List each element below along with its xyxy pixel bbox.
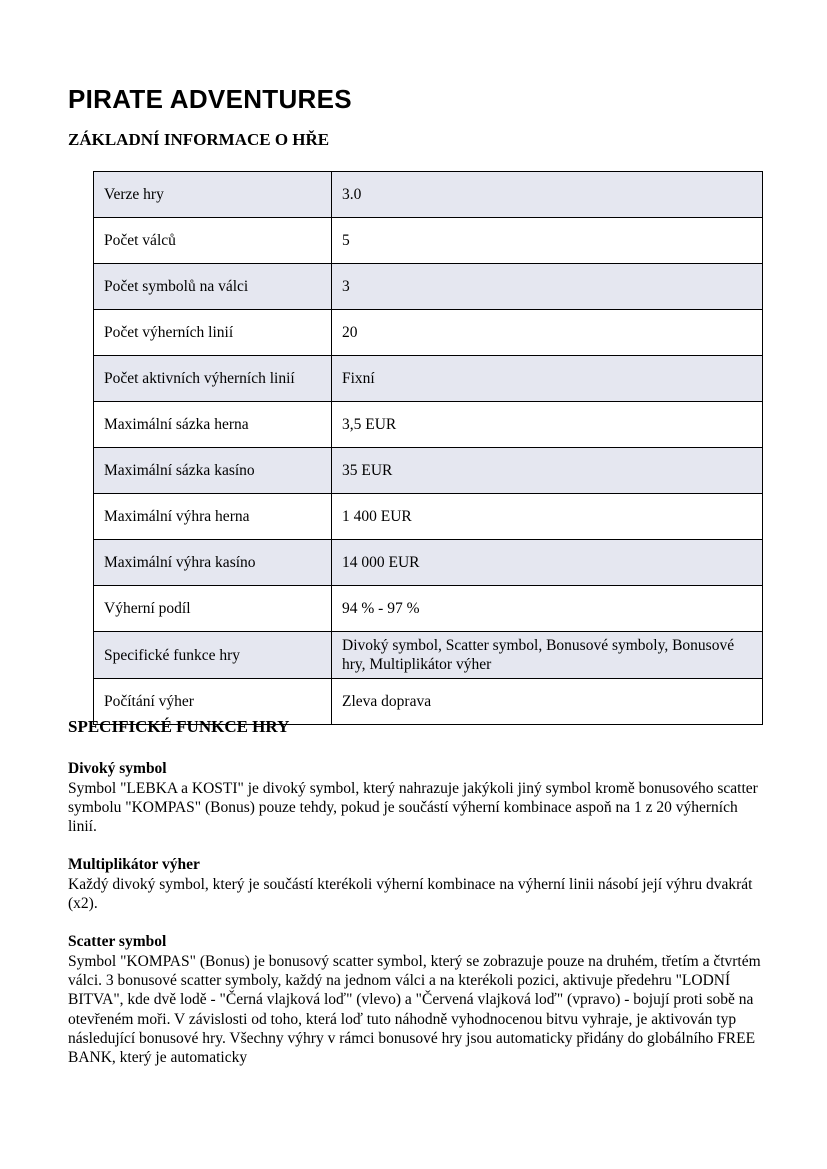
table-row (94, 218, 763, 264)
table-cell-value: 94 % - 97 % (332, 586, 763, 632)
table-cell-value: Divoký symbol, Scatter symbol, Bonusové symboly, Bonusové hry, Multiplikátor výher (332, 632, 763, 679)
table-cell-label: Specifické funkce hry (94, 632, 332, 679)
table-cell-label: Počet symbolů na válci (94, 264, 332, 310)
table-row (94, 310, 763, 356)
table-cell-value: 3 (332, 264, 763, 310)
table-row (94, 540, 763, 586)
table-cell-label: Počet válců (94, 218, 332, 264)
table-cell-value: 5 (332, 218, 763, 264)
table-cell-value: Fixní (332, 356, 763, 402)
table-cell-value: 3.0 (332, 172, 763, 218)
feature-body: Symbol "LEBKA a KOSTI" je divoký symbol, který nahrazuje jakýkoli jiný symbol kromě bonusového scatter symbolu "KOMPAS" (Bonus) pouze tehdy, pokud je součástí výherní kombinace aspoň na 1 z 20 výherních linií. (68, 779, 758, 836)
table-cell-value: 20 (332, 310, 763, 356)
feature-scatter-symbol (68, 932, 768, 1067)
game-info-table (93, 171, 763, 725)
table-cell-value: 14 000 EUR (332, 540, 763, 586)
table-cell-label: Počet aktivních výherních linií (94, 356, 332, 402)
table-cell-label: Počet výherních linií (94, 310, 332, 356)
feature-heading: Multiplikátor výher (68, 856, 200, 874)
table-cell-label: Verze hry (94, 172, 332, 218)
table-cell-label: Počítání výher (94, 679, 332, 725)
table-row (94, 172, 763, 218)
table-cell-label: Maximální výhra herna (94, 494, 332, 540)
feature-heading: Divoký symbol (68, 760, 167, 778)
section-heading-basic-info: ZÁKLADNÍ INFORMACE O HŘE (68, 130, 330, 149)
table-cell-label: Maximální sázka herna (94, 402, 332, 448)
table-cell-value: 35 EUR (332, 448, 763, 494)
table-row (94, 402, 763, 448)
table-cell-label: Výherní podíl (94, 586, 332, 632)
page-title: PIRATE ADVENTURES (68, 84, 352, 114)
feature-body: Symbol "KOMPAS" (Bonus) je bonusový scatter symbol, který se zobrazuje pouze na druhém, třetím a čtvrtém válci. 3 bonusové scatter symboly, každý na jednom válci a na kterékoli pozici, aktivuje předehru "LODNÍ BITVA", kde dvě lodě - "Černá vlajková loď" (vlevo) a "Červená vlajková loď" (vpravo) - bojují proti sobě na otevřeném moři. V závislosti od toho, která loď tuto náhodně vyhodnocenou bitvu vyhraje, je aktivován typ následující bonusové hry. Všechny výhry v rámci bonusové hry jsou automaticky přidány do globálního FREE BANK, který je automaticky (68, 952, 761, 1067)
table-cell-label: Maximální výhra kasíno (94, 540, 332, 586)
table-row (94, 356, 763, 402)
table-row (94, 264, 763, 310)
section-heading-specific-features: SPECIFICKÉ FUNKCE HRY (68, 717, 290, 736)
feature-heading: Scatter symbol (68, 933, 167, 951)
specific-features-section (68, 717, 768, 1086)
table-cell-value: 3,5 EUR (332, 402, 763, 448)
feature-win-multiplier (68, 855, 768, 913)
feature-wild-symbol (68, 759, 768, 836)
table-cell-value: 1 400 EUR (332, 494, 763, 540)
table-row (94, 632, 763, 679)
table-cell-value: Zleva doprava (332, 679, 763, 725)
table-cell-label: Maximální sázka kasíno (94, 448, 332, 494)
table-row (94, 448, 763, 494)
table-row (94, 494, 763, 540)
feature-body: Každý divoký symbol, který je součástí kterékoli výherní kombinace na výherní linii násobí její výhru dvakrát (x2). (68, 875, 753, 913)
table-row (94, 586, 763, 632)
